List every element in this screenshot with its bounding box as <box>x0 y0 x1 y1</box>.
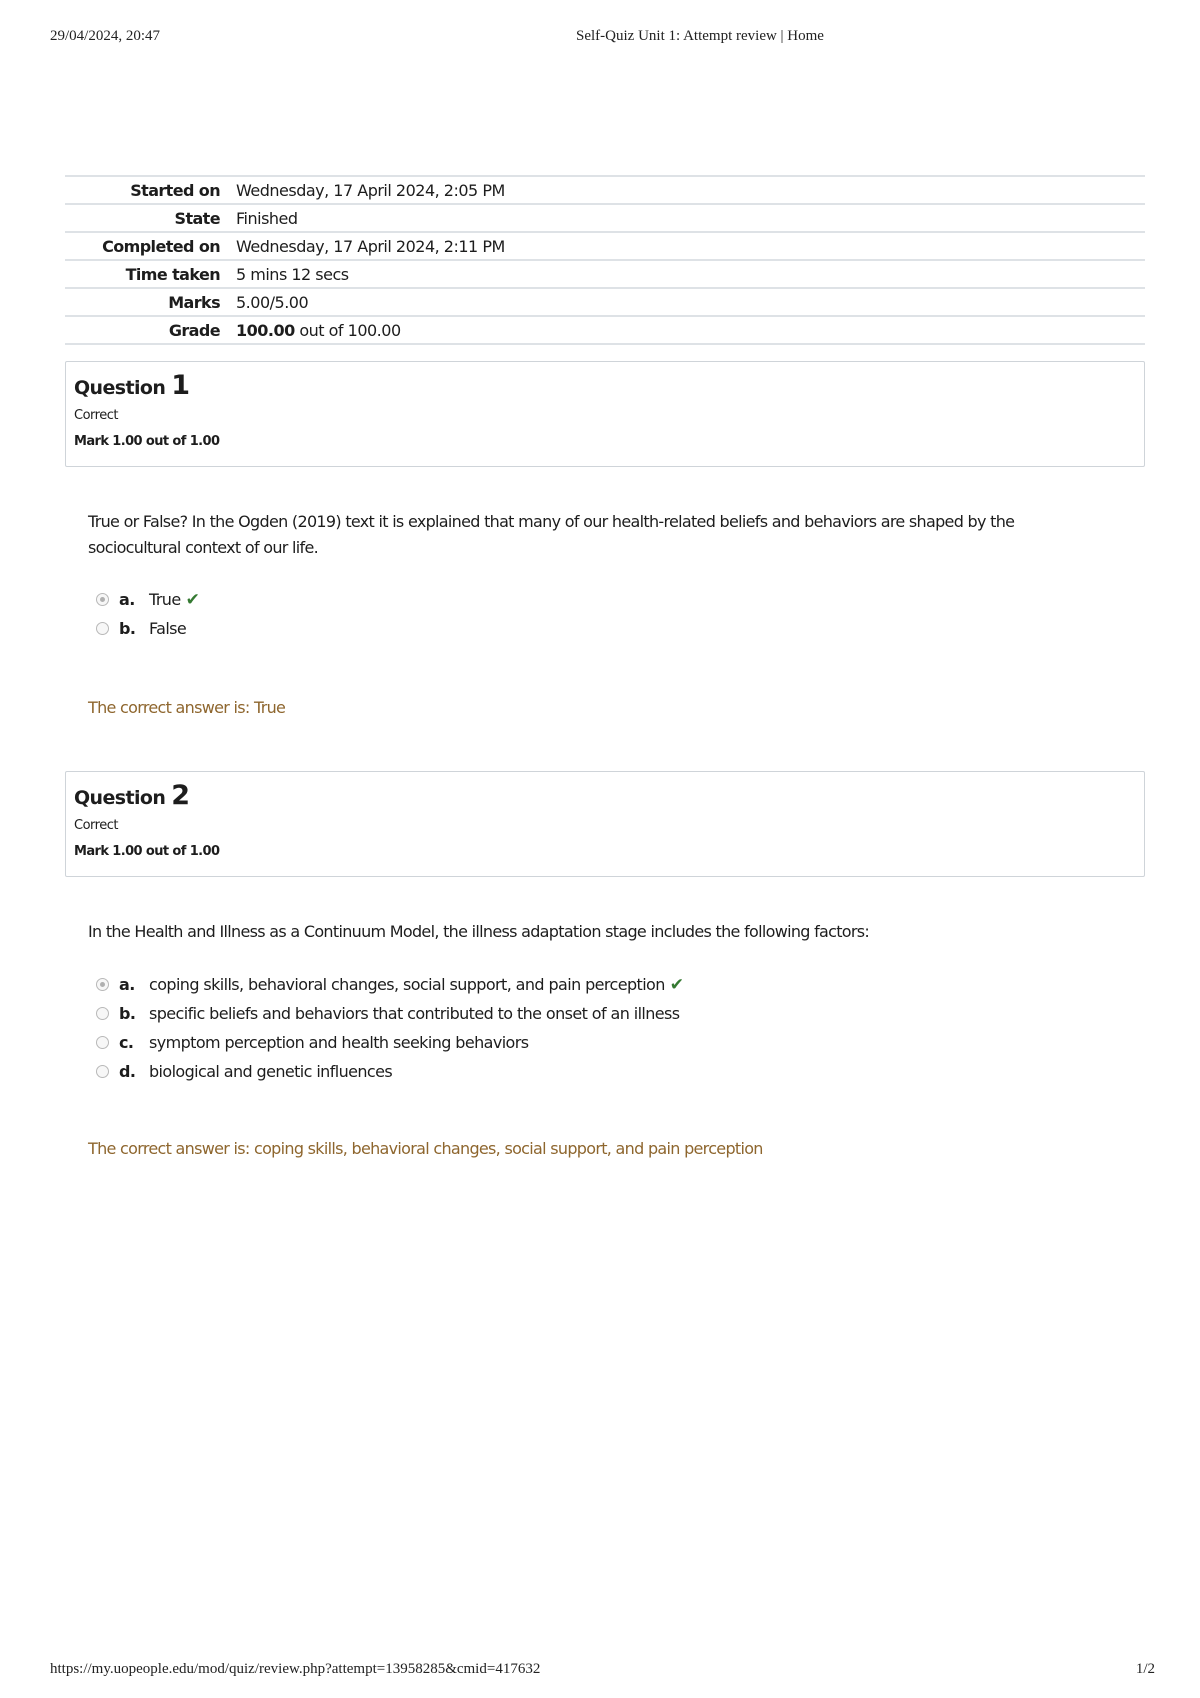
answer-letter: c. <box>119 1033 134 1052</box>
question-1-right-answer: The correct answer is: True <box>88 698 286 717</box>
summary-value: Finished <box>236 208 298 228</box>
answer-text: coping skills, behavioral changes, social support, and pain perception <box>149 975 665 994</box>
question-2-text: In the Health and Illness as a Continuum Model, the illness adaptation stage includes the following factors: <box>88 922 870 941</box>
question-1-text: True or False? In the Ogden (2019) text it is explained that many of our health-related beliefs and behaviors are shaped by the sociocultural context of our life. <box>88 512 1015 557</box>
question-number: 2 <box>171 780 190 811</box>
question-2-info <box>65 771 1145 877</box>
question-title: Question 2 <box>74 780 190 811</box>
question-state: Correct <box>74 408 118 423</box>
radio-button-selected[interactable] <box>96 978 109 991</box>
summary-label: Marks <box>168 292 220 312</box>
summary-value: 5.00/5.00 <box>236 292 309 312</box>
question-grade: Mark 1.00 out of 1.00 <box>74 844 220 859</box>
question-grade: Mark 1.00 out of 1.00 <box>74 434 220 449</box>
answer-letter: b. <box>119 619 136 638</box>
summary-row-state <box>65 204 1145 232</box>
print-url: https://my.uopeople.edu/mod/quiz/review.php?attempt=13958285&cmid=417632 <box>50 1661 541 1677</box>
radio-button-selected[interactable] <box>96 593 109 606</box>
question-state: Correct <box>74 818 118 833</box>
summary-label: Grade <box>168 320 220 340</box>
radio-button[interactable] <box>96 1007 109 1020</box>
answer-option[interactable] <box>96 999 996 1028</box>
summary-row-started-on <box>65 176 1145 204</box>
summary-label: Started on <box>130 180 220 200</box>
check-icon: ✔ <box>185 589 200 610</box>
question-2-right-answer: The correct answer is: coping skills, behavioral changes, social support, and pain perception <box>88 1139 763 1158</box>
answer-text: False <box>149 619 187 638</box>
summary-value: 5 mins 12 secs <box>236 264 349 284</box>
print-footer <box>0 1661 1200 1681</box>
summary-value: Wednesday, 17 April 2024, 2:11 PM <box>236 236 505 256</box>
answer-letter: a. <box>119 590 135 609</box>
grade-out-of: out of 100.00 <box>294 320 401 340</box>
answer-text: True <box>149 590 181 609</box>
attempt-summary-table <box>65 175 1145 345</box>
radio-button[interactable] <box>96 1065 109 1078</box>
summary-label: Time taken <box>125 264 220 284</box>
summary-label: State <box>174 208 220 228</box>
question-1-answers <box>96 585 996 643</box>
grade-score: 100.00 <box>236 320 295 340</box>
print-header <box>0 28 1200 48</box>
check-icon: ✔ <box>669 974 684 995</box>
summary-row-grade <box>65 316 1145 344</box>
summary-value <box>228 316 1145 344</box>
answer-text: biological and genetic influences <box>149 1062 393 1081</box>
answer-letter: b. <box>119 1004 136 1023</box>
question-title: Question 1 <box>74 370 190 401</box>
summary-label: Completed on <box>102 236 220 256</box>
answer-option[interactable] <box>96 585 996 614</box>
answer-option[interactable] <box>96 970 996 999</box>
question-2-answers <box>96 970 996 1086</box>
question-number: 1 <box>171 370 190 401</box>
answer-option[interactable] <box>96 1057 996 1086</box>
answer-option[interactable] <box>96 614 996 643</box>
print-page-number: 1/2 <box>1135 1661 1155 1677</box>
summary-row-time-taken <box>65 260 1145 288</box>
print-datetime: 29/04/2024, 20:47 <box>50 28 161 44</box>
answer-text: symptom perception and health seeking behaviors <box>149 1033 529 1052</box>
radio-button[interactable] <box>96 622 109 635</box>
summary-row-marks <box>65 288 1145 316</box>
answer-letter: d. <box>119 1062 136 1081</box>
summary-value: Wednesday, 17 April 2024, 2:05 PM <box>236 180 505 200</box>
answer-text: specific beliefs and behaviors that contributed to the onset of an illness <box>149 1004 680 1023</box>
question-1-info <box>65 361 1145 467</box>
summary-row-completed-on <box>65 232 1145 260</box>
answer-letter: a. <box>119 975 135 994</box>
answer-option[interactable] <box>96 1028 996 1057</box>
print-page-title: Self-Quiz Unit 1: Attempt review | Home <box>576 28 824 44</box>
radio-button[interactable] <box>96 1036 109 1049</box>
